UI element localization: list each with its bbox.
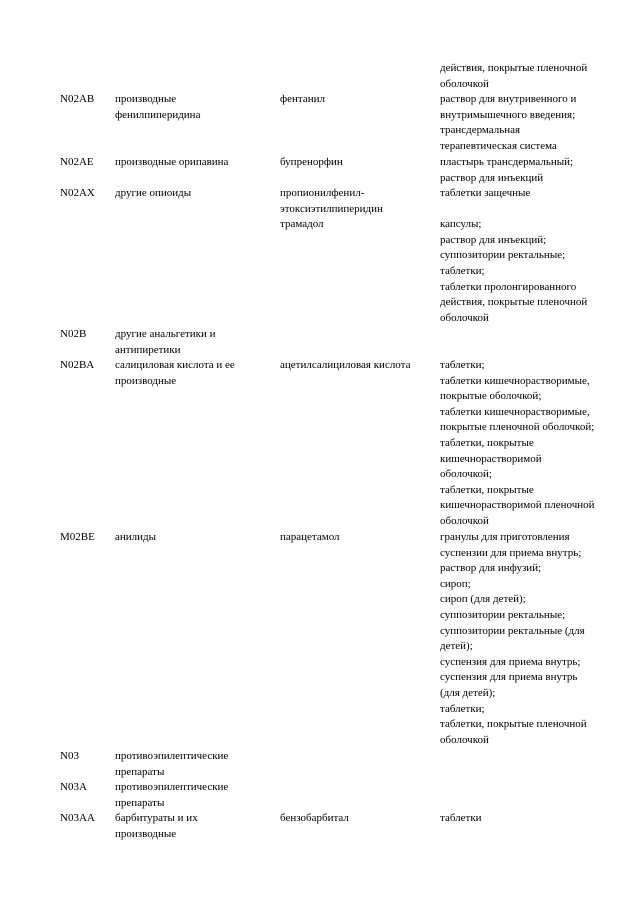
atc-code-cell: N02B <box>60 328 87 340</box>
substance-cell: бупренорфин <box>280 156 343 168</box>
atc-group-cell: барбитураты и их производные <box>115 812 198 840</box>
dosage-forms-cell: пластырь трансдермальный; раствор для инъекций <box>440 156 574 184</box>
substance-cell: пропионилфенил- этоксиэтилпиперидин трамадол <box>280 187 383 231</box>
dosage-forms-cell: таблетки; таблетки кишечнорастворимые, покрытые оболочкой; таблетки кишечнорастворимые, покрытые пленочной оболочкой; таблетки, покрытые кишечнорастворимой оболочкой; таблетки, покрытые кишечнорастворимой пленочной оболочкой <box>440 359 595 527</box>
dosage-forms-cell: действия, покрытые пленочной оболочкой <box>440 62 588 90</box>
atc-code-cell: N03AA <box>60 812 95 824</box>
dosage-forms-cell: раствор для внутривенного и внутримышечного введения; трансдермальная терапевтическая система <box>440 93 577 152</box>
atc-group-cell: салициловая кислота и ее производные <box>115 359 235 387</box>
atc-group-cell: противоэпилептические препараты <box>115 750 229 778</box>
atc-code-cell: N02BA <box>60 359 95 371</box>
atc-code-cell: М02ВЕ <box>60 531 95 543</box>
substance-cell: ацетилсалициловая кислота <box>280 359 411 371</box>
atc-group-cell: противоэпилептические препараты <box>115 781 229 809</box>
atc-code-cell: N03A <box>60 781 87 793</box>
substance-cell: бензобарбитал <box>280 812 349 824</box>
atc-group-cell: другие опиоиды <box>115 187 192 199</box>
atc-group-cell: анилиды <box>115 531 157 543</box>
substance-cell: парацетамол <box>280 531 340 543</box>
atc-code-cell: N02AX <box>60 187 95 199</box>
dosage-forms-cell: таблетки <box>440 812 482 824</box>
dosage-forms-cell: таблетки защечные капсулы; раствор для инъекций; суппозитории ректальные; таблетки; таблетки пролонгированного действия, покрытые пленочной оболочкой <box>440 187 588 324</box>
substance-cell: фентанил <box>280 93 325 105</box>
atc-code-cell: N02AB <box>60 93 95 105</box>
atc-group-cell: производные фенилпиперидина <box>115 93 201 121</box>
dosage-forms-cell: гранулы для приготовления суспензии для приема внутрь; раствор для инфузий; сироп; сироп (для детей); суппозитории ректальные; суппозитории ректальные (для детей); суспензия для приема внутрь; суспензия для приема внутрь (для детей); таблетки; таблетки, покрытые пленочной оболочкой <box>440 531 587 746</box>
atc-group-cell: другие анальгетики и антипиретики <box>115 328 216 356</box>
atc-code-cell: N02AE <box>60 156 94 168</box>
atc-code-cell: N03 <box>60 750 79 762</box>
atc-group-cell: производные орипавина <box>115 156 229 168</box>
